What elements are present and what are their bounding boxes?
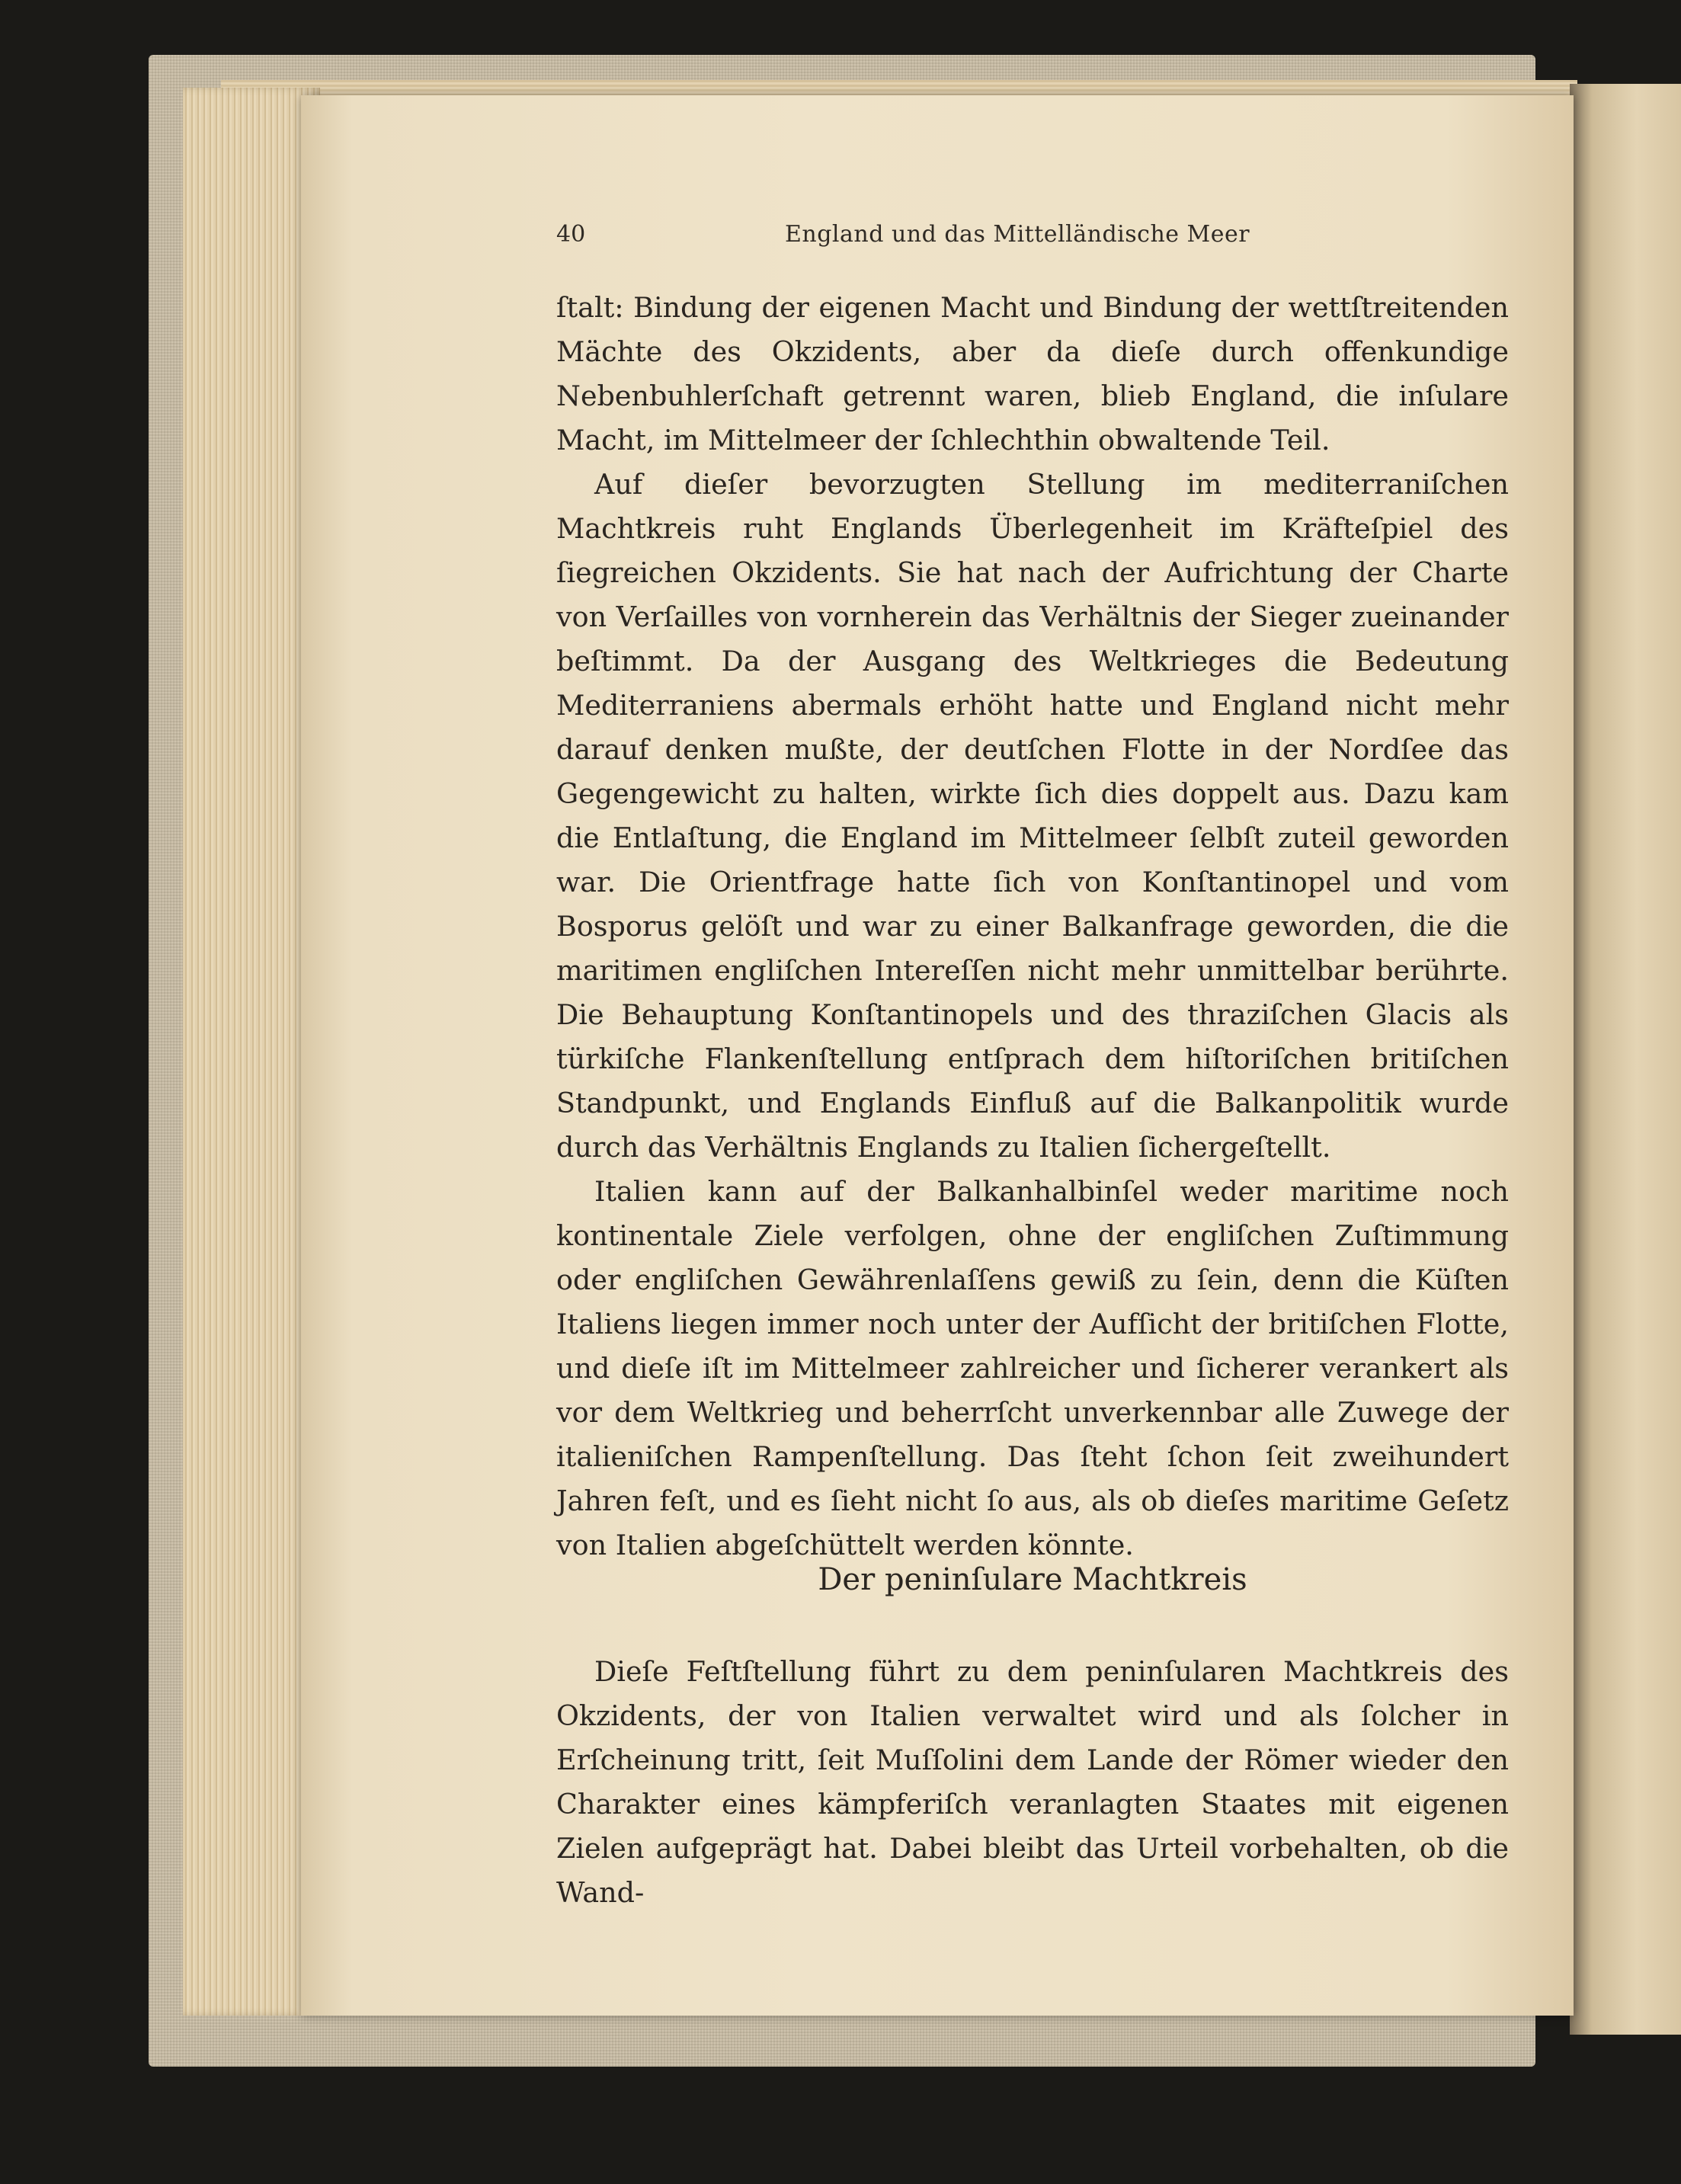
paragraph: Dieſe Feſtſtellung führt zu dem peninſularen Machtkreis des Okzidents, der von Italien verwaltet wird und als ſolcher in Erſcheinung tritt, ſeit Muſſolini dem Lande der Römer wieder den Charakter eines kämpferiſch veranlagten Staates mit eigenen Zielen aufgeprägt hat. Dabei bleibt das Urteil vorbehalten, ob die Wand- [556, 1655, 1509, 1909]
page-number: 40 [556, 221, 586, 248]
page-edges [183, 88, 320, 2016]
body-text-section-2 [556, 1650, 1509, 1915]
body-text-section-1 [556, 286, 1509, 1568]
running-title: England und das Mittelländische Meer [785, 221, 1250, 248]
section-heading: Der peninſulare Machtkreis [818, 1562, 1247, 1597]
paragraph: ſtalt: Bindung der eigenen Macht und Bindung der wettſtreitenden Mächte des Okzidents, aber da dieſe durch offenkundige Nebenbuhlerſchaft getrennt waren, blieb England, die inſulare Macht, im Mittelmeer der ſchlechthin obwaltende Teil. [556, 291, 1509, 456]
page-header [556, 221, 1509, 259]
paragraph: Italien kann auf der Balkanhalbinſel weder maritime noch kontinentale Ziele verfolgen, ohne der engliſchen Zuſtimmung oder engliſchen Gewährenlaſſens gewiß zu ſein, denn die Küſten Italiens liegen immer noch unter der Aufſicht der britiſchen Flotte, und dieſe iſt im Mittelmeer zahlreicher und ſicherer verankert als vor dem Weltkrieg und beherrſcht unverkennbar alle Zuwege der italieniſchen Rampenſtellung. Das ſteht ſchon ſeit zweihundert Jahren feſt, und es ſieht nicht ſo aus, als ob dieſes maritime Geſetz von Italien abgeſchüttelt werden könnte. [556, 1175, 1509, 1561]
paragraph: Auf dieſer bevorzugten Stellung im mediterraniſchen Machtkreis ruht Englands Überlegenheit im Kräfteſpiel des ſiegreichen Okzidents. Sie hat nach der Aufrichtung der Charte von Verſailles von vornherein das Verhältnis der Sieger zueinander beſtimmt. Da der Ausgang des Weltkrieges die Bedeutung Mediterraniens abermals erhöht hatte und England nicht mehr darauf denken mußte, der deutſchen Flotte in der Nordſee das Gegengewicht zu halten, wirkte ſich dies doppelt aus. Dazu kam die Entlaſtung, die England im Mittelmeer ſelbſt zuteil geworden war. Die Orientfrage hatte ſich von Konſtantinopel und vom Bosporus gelöſt und war zu einer Balkanfrage geworden, die die maritimen engliſchen Intereſſen nicht mehr unmittelbar berührte. Die Behauptung Konſtantinopels und des thraziſchen Glacis als türkiſche Flankenſtellung entſprach dem hiſtoriſchen britiſchen Standpunkt, und Englands Einfluß auf die Balkanpolitik wurde durch das Verhältnis Englands zu Italien ſichergeſtellt. [556, 468, 1509, 1164]
facing-page [1570, 84, 1681, 2035]
